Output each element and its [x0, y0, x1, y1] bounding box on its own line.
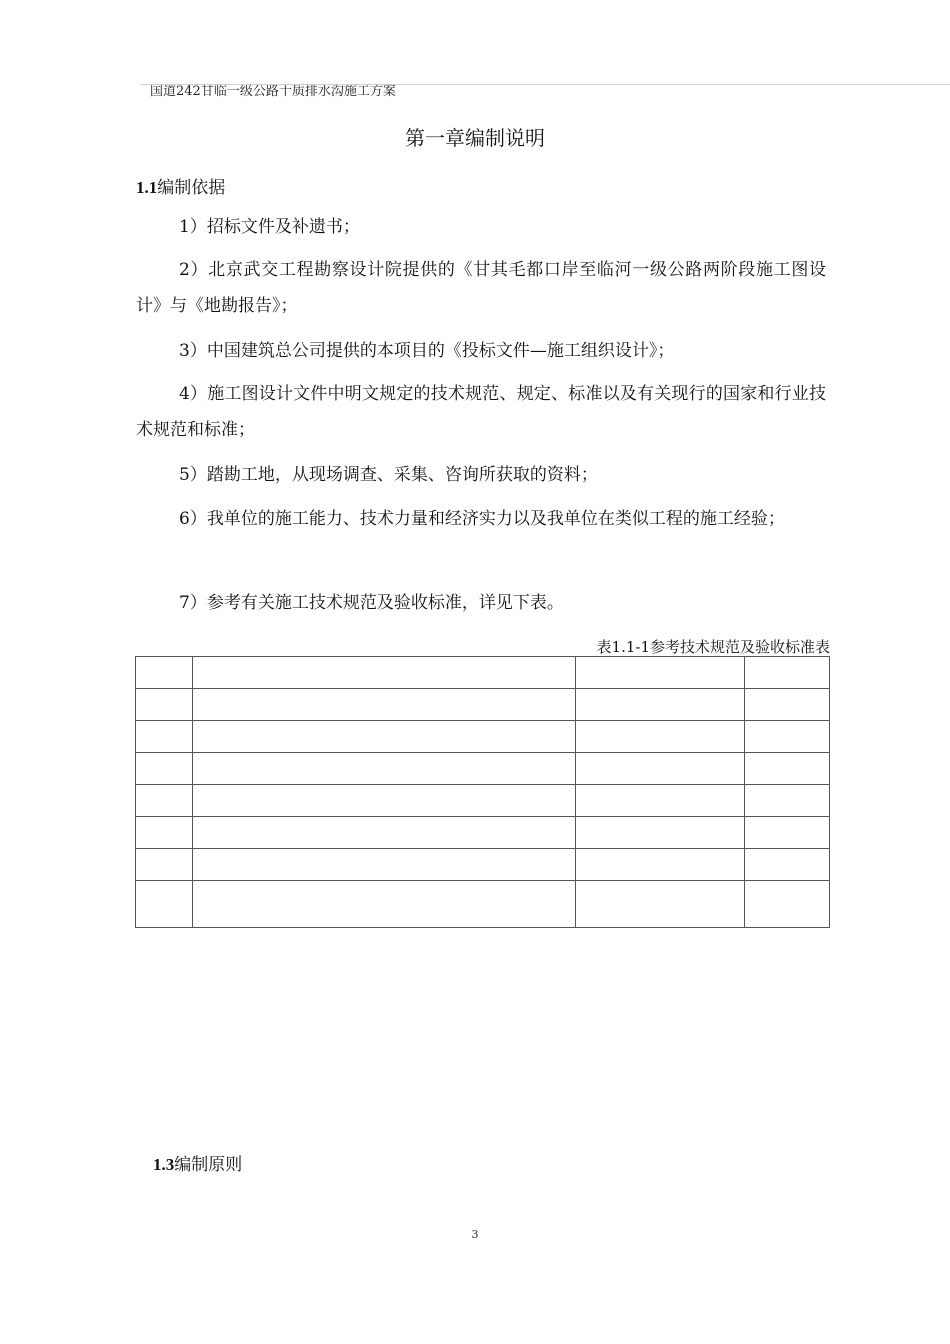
basis-item-2: 2）北京武交工程勘察设计院提供的《甘其毛都口岸至临河一级公路两阶段施工图设计》与《地勘报告》； — [136, 260, 826, 316]
table-cell — [136, 881, 193, 928]
table-cell — [745, 849, 830, 881]
section-heading-1-1 — [136, 173, 225, 198]
table-cell — [192, 881, 575, 928]
table-cell — [136, 657, 193, 689]
table-row — [136, 817, 830, 849]
running-header: 国道242甘临一级公路十质排水沟施工方案 — [150, 84, 396, 99]
table-cell — [192, 721, 575, 753]
table-cell — [576, 657, 745, 689]
table-cell — [745, 817, 830, 849]
reference-standards-table — [135, 656, 830, 928]
table-row — [136, 721, 830, 753]
table-row — [136, 753, 830, 785]
table-cell — [136, 817, 193, 849]
basis-item-3: 3）中国建筑总公司提供的本项目的《投标文件—施工组织设计》； — [179, 341, 675, 361]
section-title: 编制依据 — [157, 178, 226, 198]
table-cell — [192, 689, 575, 721]
table-row — [136, 689, 830, 721]
table-cell — [576, 817, 745, 849]
table-cell — [745, 657, 830, 689]
basis-item-7: 7）参考有关施工技术规范及验收标准，详见下表。 — [179, 593, 564, 613]
table-cell — [136, 753, 193, 785]
section-heading-1-3 — [153, 1151, 253, 1179]
basis-item-5: 5）踏勘工地，从现场调查、采集、咨询所获取的资料； — [179, 465, 598, 485]
header-rule — [140, 84, 950, 85]
table-cell — [745, 785, 830, 817]
table-cell — [136, 849, 193, 881]
chapter-title: 第一章编制说明 — [405, 126, 545, 150]
table-cell — [745, 753, 830, 785]
table-cell — [192, 753, 575, 785]
table-cell — [192, 785, 575, 817]
basis-item-6: 6）我单位的施工能力、技术力量和经济实力以及我单位在类似工程的施工经验； — [179, 509, 785, 529]
table-cell — [576, 753, 745, 785]
table-cell — [745, 881, 830, 928]
section-title: 编制原则 — [174, 1155, 243, 1175]
section-number: 1.3 — [153, 1155, 175, 1174]
table-row — [136, 785, 830, 817]
page-number: 3 — [471, 1228, 479, 1241]
table-row — [136, 657, 830, 689]
table-cell — [745, 721, 830, 753]
table-cell — [576, 849, 745, 881]
table-cell — [745, 689, 830, 721]
table-row — [136, 849, 830, 881]
table-cell — [136, 689, 193, 721]
table-cell — [136, 721, 193, 753]
table-cell — [576, 689, 745, 721]
table-cell — [192, 849, 575, 881]
table-cell — [576, 785, 745, 817]
section-number: 1.1 — [136, 178, 158, 197]
basis-item-1: 1）招标文件及补遗书； — [179, 217, 360, 237]
table-cell — [192, 817, 575, 849]
table-caption: 表1.1-1参考技术规范及验收标准表 — [596, 638, 830, 656]
table-cell — [192, 657, 575, 689]
table-cell — [136, 785, 193, 817]
basis-item-4: 4）施工图设计文件中明文规定的技术规范、规定、标准以及有关现行的国家和行业技术规范和标准； — [136, 384, 826, 440]
table-row — [136, 881, 830, 928]
table-cell — [576, 721, 745, 753]
table-cell — [576, 881, 745, 928]
